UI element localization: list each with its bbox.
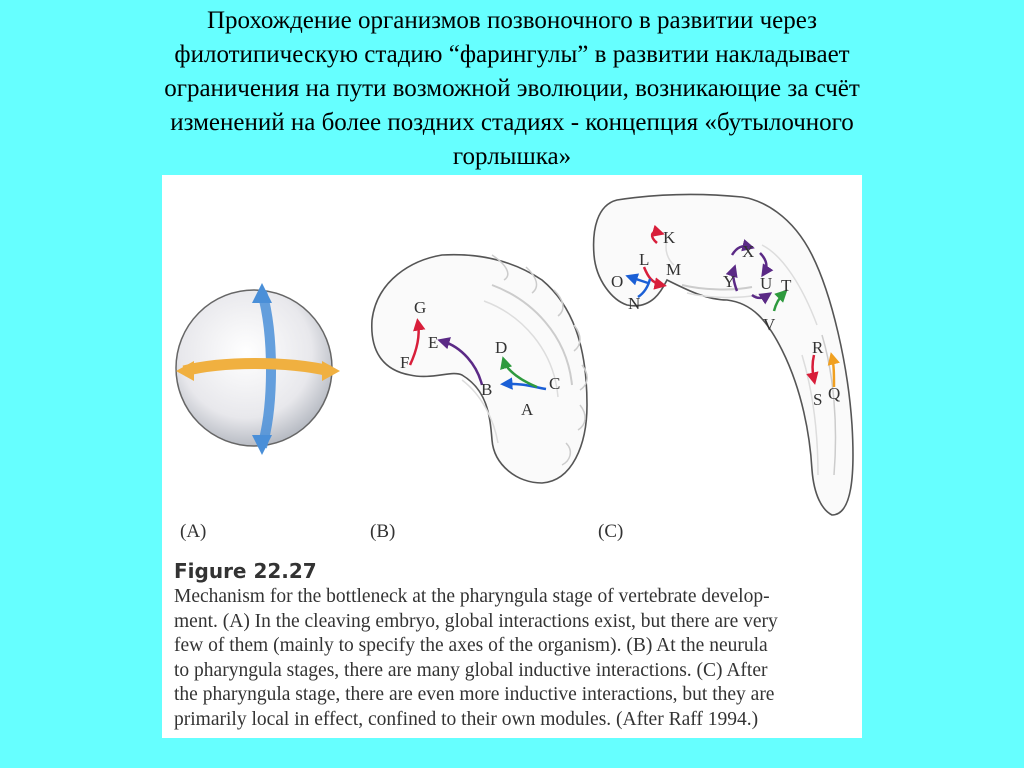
caption-line-3: few of them (mainly to specify the axes of the organism). (B) At the neurula [174,635,768,656]
panel-label-b: (B) [370,521,396,542]
label-b-e: E [428,333,439,352]
title-line-5: горлышка» [452,143,572,170]
label-c-q: Q [828,384,841,403]
label-c-v: V [763,315,776,334]
caption-title: Figure 22.27 [174,559,317,583]
caption-line-1: Mechanism for the bottleneck at the pharyngula stage of vertebrate develop- [174,586,770,607]
title-line-2: филотипическую стадию “фарингулы” в развитии накладывает [174,41,850,68]
panel-label-c: (C) [598,521,624,542]
label-b-a: A [521,400,534,419]
title-line-4: изменений на более поздних стадиях - концепция «бутылочного [170,109,854,136]
label-c-s: S [813,390,823,409]
label-b-c: C [549,374,561,393]
figure-panel [162,175,862,738]
label-c-r: R [812,338,824,357]
label-c-m: M [666,260,682,279]
slide-title [40,4,984,174]
caption-line-4: to pharyngula stages, there are many global inductive interactions. (C) After [174,659,768,681]
figure-caption [174,559,854,732]
label-c-y: Y [723,272,736,291]
label-b-b: B [481,380,493,399]
label-c-u: U [760,274,773,293]
caption-line-2: ment. (A) In the cleaving embryo, global interactions exist, but there are very [174,610,778,632]
label-c-n: N [628,294,641,313]
label-c-l: L [639,250,650,269]
figure-illustration [162,175,862,555]
label-c-k: K [663,228,676,247]
panel-label-a: (A) [180,521,207,542]
panel-b-embryo [372,255,587,483]
caption-line-6: primarily local in effect, confined to their own modules. (After Raff 1994.) [174,708,759,730]
label-b-d: D [495,338,508,357]
panel-a-embryo [176,283,340,455]
label-c-o: O [611,272,624,291]
label-b-g: G [414,298,427,317]
panel-c-embryo [594,194,853,515]
label-c-t: T [781,276,792,295]
caption-line-5: the pharyngula stage, there are even more inductive interactions, but they are [174,684,775,705]
label-b-f: F [400,353,410,372]
title-line-1: Прохождение организмов позвоночного в развитии через [206,7,818,34]
label-c-x: X [742,242,755,261]
title-line-3: ограничения на пути возможной эволюции, возникающие за счёт [164,75,860,102]
